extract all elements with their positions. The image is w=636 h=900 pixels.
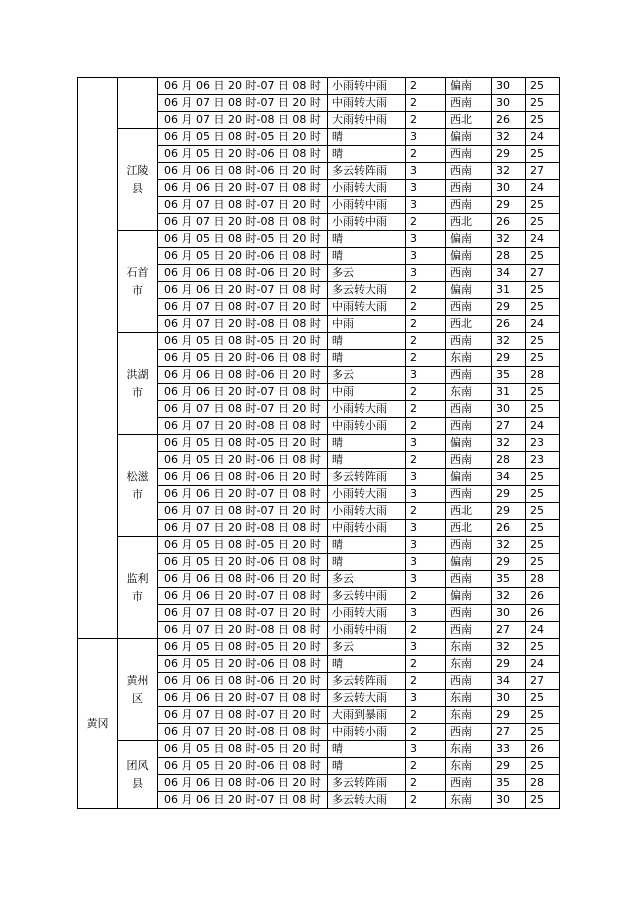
- wind-direction-cell: 西南: [446, 367, 492, 384]
- wind-direction-cell: 偏南: [446, 231, 492, 248]
- weather-cell: 多云: [328, 639, 406, 656]
- time-period-cell: 06 月 07 日 20 时-08 日 08 时: [158, 520, 328, 537]
- high-temp-cell: 29: [492, 486, 526, 503]
- low-temp-cell: 25: [526, 639, 560, 656]
- time-period-cell: 06 月 07 日 08 时-07 日 20 时: [158, 707, 328, 724]
- time-period-cell: 06 月 07 日 08 时-07 日 20 时: [158, 197, 328, 214]
- low-temp-cell: 27: [526, 265, 560, 282]
- low-temp-cell: 25: [526, 758, 560, 775]
- weather-cell: 多云: [328, 571, 406, 588]
- county-cell: 黄州区: [118, 639, 158, 741]
- low-temp-cell: 25: [526, 690, 560, 707]
- low-temp-cell: 25: [526, 214, 560, 231]
- wind-level-cell: 3: [406, 690, 446, 707]
- wind-level-cell: 2: [406, 622, 446, 639]
- wind-level-cell: 3: [406, 741, 446, 758]
- wind-level-cell: 2: [406, 758, 446, 775]
- high-temp-cell: 30: [492, 78, 526, 95]
- low-temp-cell: 24: [526, 231, 560, 248]
- time-period-cell: 06 月 07 日 20 时-08 日 08 时: [158, 622, 328, 639]
- high-temp-cell: 29: [492, 503, 526, 520]
- time-period-cell: 06 月 05 日 08 时-05 日 20 时: [158, 231, 328, 248]
- high-temp-cell: 33: [492, 741, 526, 758]
- wind-level-cell: 2: [406, 707, 446, 724]
- table-row: [78, 78, 560, 95]
- wind-direction-cell: 东南: [446, 792, 492, 809]
- weather-cell: 中雨转小雨: [328, 418, 406, 435]
- time-period-cell: 06 月 05 日 20 时-06 日 08 时: [158, 656, 328, 673]
- time-period-cell: 06 月 05 日 08 时-05 日 20 时: [158, 639, 328, 656]
- wind-level-cell: 2: [406, 333, 446, 350]
- wind-direction-cell: 西南: [446, 418, 492, 435]
- time-period-cell: 06 月 07 日 08 时-07 日 20 时: [158, 299, 328, 316]
- low-temp-cell: 24: [526, 180, 560, 197]
- low-temp-cell: 25: [526, 112, 560, 129]
- high-temp-cell: 32: [492, 639, 526, 656]
- wind-direction-cell: 西南: [446, 622, 492, 639]
- table-row: [78, 537, 560, 554]
- weather-cell: 晴: [328, 435, 406, 452]
- weather-cell: 多云转中雨: [328, 588, 406, 605]
- county-cell: 监利市: [118, 537, 158, 639]
- wind-level-cell: 2: [406, 350, 446, 367]
- weather-cell: 大雨到暴雨: [328, 707, 406, 724]
- time-period-cell: 06 月 06 日 20 时-07 日 08 时: [158, 384, 328, 401]
- wind-direction-cell: 西南: [446, 299, 492, 316]
- weather-cell: 晴: [328, 537, 406, 554]
- high-temp-cell: 29: [492, 758, 526, 775]
- low-temp-cell: 25: [526, 503, 560, 520]
- weather-cell: 小雨转中雨: [328, 78, 406, 95]
- wind-direction-cell: 西南: [446, 605, 492, 622]
- weather-cell: 多云: [328, 367, 406, 384]
- table-row: [78, 741, 560, 758]
- high-temp-cell: 30: [492, 792, 526, 809]
- high-temp-cell: 34: [492, 673, 526, 690]
- low-temp-cell: 25: [526, 520, 560, 537]
- wind-direction-cell: 东南: [446, 690, 492, 707]
- weather-cell: 小雨转中雨: [328, 214, 406, 231]
- time-period-cell: 06 月 07 日 20 时-08 日 08 时: [158, 214, 328, 231]
- high-temp-cell: 32: [492, 333, 526, 350]
- wind-level-cell: 2: [406, 792, 446, 809]
- high-temp-cell: 26: [492, 214, 526, 231]
- weather-cell: 大雨转中雨: [328, 112, 406, 129]
- table-row: [78, 639, 560, 656]
- wind-level-cell: 2: [406, 401, 446, 418]
- wind-direction-cell: 偏南: [446, 469, 492, 486]
- high-temp-cell: 30: [492, 401, 526, 418]
- wind-level-cell: 3: [406, 197, 446, 214]
- high-temp-cell: 26: [492, 112, 526, 129]
- weather-cell: 晴: [328, 146, 406, 163]
- wind-level-cell: 2: [406, 503, 446, 520]
- wind-level-cell: 2: [406, 95, 446, 112]
- low-temp-cell: 28: [526, 367, 560, 384]
- wind-direction-cell: 西南: [446, 571, 492, 588]
- low-temp-cell: 25: [526, 282, 560, 299]
- time-period-cell: 06 月 06 日 08 时-06 日 20 时: [158, 469, 328, 486]
- high-temp-cell: 29: [492, 554, 526, 571]
- wind-level-cell: 2: [406, 656, 446, 673]
- weather-cell: 晴: [328, 758, 406, 775]
- high-temp-cell: 32: [492, 231, 526, 248]
- wind-level-cell: 2: [406, 316, 446, 333]
- wind-direction-cell: 西南: [446, 265, 492, 282]
- time-period-cell: 06 月 05 日 08 时-05 日 20 时: [158, 537, 328, 554]
- weather-cell: 多云转大雨: [328, 792, 406, 809]
- time-period-cell: 06 月 05 日 20 时-06 日 08 时: [158, 452, 328, 469]
- wind-direction-cell: 西南: [446, 537, 492, 554]
- high-temp-cell: 35: [492, 367, 526, 384]
- low-temp-cell: 24: [526, 316, 560, 333]
- weather-cell: 中雨转小雨: [328, 520, 406, 537]
- county-cell: 团风县: [118, 741, 158, 809]
- high-temp-cell: 29: [492, 350, 526, 367]
- wind-level-cell: 2: [406, 588, 446, 605]
- low-temp-cell: 25: [526, 724, 560, 741]
- high-temp-cell: 29: [492, 197, 526, 214]
- high-temp-cell: 28: [492, 452, 526, 469]
- time-period-cell: 06 月 05 日 20 时-06 日 08 时: [158, 248, 328, 265]
- wind-direction-cell: 东南: [446, 741, 492, 758]
- wind-level-cell: 2: [406, 673, 446, 690]
- wind-direction-cell: 西南: [446, 180, 492, 197]
- wind-level-cell: 3: [406, 605, 446, 622]
- wind-direction-cell: 西南: [446, 401, 492, 418]
- high-temp-cell: 27: [492, 724, 526, 741]
- weather-cell: 多云转阵雨: [328, 163, 406, 180]
- wind-direction-cell: 西南: [446, 724, 492, 741]
- weather-cell: 多云: [328, 265, 406, 282]
- wind-direction-cell: 西北: [446, 503, 492, 520]
- high-temp-cell: 30: [492, 180, 526, 197]
- county-cell: [118, 78, 158, 129]
- time-period-cell: 06 月 07 日 20 时-08 日 08 时: [158, 418, 328, 435]
- wind-level-cell: 3: [406, 163, 446, 180]
- high-temp-cell: 31: [492, 282, 526, 299]
- weather-cell: 中雨: [328, 316, 406, 333]
- wind-direction-cell: 西南: [446, 452, 492, 469]
- wind-direction-cell: 西南: [446, 333, 492, 350]
- wind-direction-cell: 西南: [446, 486, 492, 503]
- low-temp-cell: 24: [526, 418, 560, 435]
- weather-cell: 中雨转小雨: [328, 724, 406, 741]
- wind-direction-cell: 东南: [446, 350, 492, 367]
- low-temp-cell: 25: [526, 146, 560, 163]
- wind-level-cell: 3: [406, 469, 446, 486]
- weather-cell: 中雨转大雨: [328, 95, 406, 112]
- low-temp-cell: 25: [526, 95, 560, 112]
- wind-level-cell: 2: [406, 775, 446, 792]
- wind-level-cell: 2: [406, 418, 446, 435]
- weather-cell: 晴: [328, 554, 406, 571]
- wind-level-cell: 2: [406, 299, 446, 316]
- weather-cell: 小雨转大雨: [328, 401, 406, 418]
- wind-direction-cell: 偏南: [446, 554, 492, 571]
- wind-level-cell: 3: [406, 435, 446, 452]
- low-temp-cell: 25: [526, 78, 560, 95]
- wind-direction-cell: 西南: [446, 146, 492, 163]
- wind-direction-cell: 东南: [446, 639, 492, 656]
- high-temp-cell: 30: [492, 690, 526, 707]
- wind-level-cell: 3: [406, 537, 446, 554]
- high-temp-cell: 27: [492, 622, 526, 639]
- wind-level-cell: 2: [406, 452, 446, 469]
- time-period-cell: 06 月 05 日 20 时-06 日 08 时: [158, 350, 328, 367]
- low-temp-cell: 26: [526, 588, 560, 605]
- time-period-cell: 06 月 05 日 20 时-06 日 08 时: [158, 146, 328, 163]
- wind-direction-cell: 西北: [446, 520, 492, 537]
- high-temp-cell: 34: [492, 265, 526, 282]
- weather-cell: 小雨转大雨: [328, 503, 406, 520]
- weather-cell: 晴: [328, 452, 406, 469]
- low-temp-cell: 24: [526, 129, 560, 146]
- wind-level-cell: 3: [406, 554, 446, 571]
- wind-level-cell: 3: [406, 367, 446, 384]
- weather-cell: 中雨: [328, 384, 406, 401]
- high-temp-cell: 30: [492, 605, 526, 622]
- wind-level-cell: 3: [406, 265, 446, 282]
- wind-direction-cell: 偏南: [446, 282, 492, 299]
- high-temp-cell: 29: [492, 146, 526, 163]
- wind-level-cell: 2: [406, 724, 446, 741]
- low-temp-cell: 25: [526, 469, 560, 486]
- time-period-cell: 06 月 06 日 20 时-07 日 08 时: [158, 792, 328, 809]
- weather-cell: 小雨转大雨: [328, 486, 406, 503]
- low-temp-cell: 27: [526, 163, 560, 180]
- county-cell: 石首市: [118, 231, 158, 333]
- high-temp-cell: 28: [492, 248, 526, 265]
- weather-cell: 晴: [328, 129, 406, 146]
- weather-cell: 小雨转中雨: [328, 197, 406, 214]
- wind-direction-cell: 偏南: [446, 435, 492, 452]
- high-temp-cell: 32: [492, 163, 526, 180]
- weather-cell: 晴: [328, 350, 406, 367]
- table-row: [78, 129, 560, 146]
- wind-level-cell: 2: [406, 214, 446, 231]
- weather-cell: 多云转阵雨: [328, 469, 406, 486]
- wind-direction-cell: 西南: [446, 95, 492, 112]
- weather-cell: 中雨转大雨: [328, 299, 406, 316]
- weather-cell: 多云转大雨: [328, 690, 406, 707]
- time-period-cell: 06 月 06 日 08 时-06 日 20 时: [158, 265, 328, 282]
- wind-level-cell: 3: [406, 129, 446, 146]
- low-temp-cell: 25: [526, 486, 560, 503]
- table-row: [78, 435, 560, 452]
- weather-cell: 晴: [328, 248, 406, 265]
- low-temp-cell: 25: [526, 401, 560, 418]
- low-temp-cell: 25: [526, 248, 560, 265]
- wind-direction-cell: 西北: [446, 316, 492, 333]
- wind-direction-cell: 西南: [446, 775, 492, 792]
- low-temp-cell: 24: [526, 622, 560, 639]
- wind-level-cell: 3: [406, 231, 446, 248]
- low-temp-cell: 25: [526, 384, 560, 401]
- wind-level-cell: 3: [406, 520, 446, 537]
- time-period-cell: 06 月 06 日 20 时-07 日 08 时: [158, 180, 328, 197]
- wind-direction-cell: 偏南: [446, 248, 492, 265]
- time-period-cell: 06 月 06 日 08 时-06 日 20 时: [158, 571, 328, 588]
- low-temp-cell: 25: [526, 707, 560, 724]
- wind-level-cell: 3: [406, 248, 446, 265]
- weather-cell: 多云转阵雨: [328, 775, 406, 792]
- low-temp-cell: 24: [526, 656, 560, 673]
- high-temp-cell: 32: [492, 588, 526, 605]
- high-temp-cell: 35: [492, 775, 526, 792]
- wind-direction-cell: 西北: [446, 214, 492, 231]
- low-temp-cell: 27: [526, 673, 560, 690]
- time-period-cell: 06 月 06 日 20 时-07 日 08 时: [158, 690, 328, 707]
- wind-level-cell: 2: [406, 112, 446, 129]
- weather-cell: 多云转大雨: [328, 282, 406, 299]
- high-temp-cell: 31: [492, 384, 526, 401]
- forecast-table: [77, 77, 560, 809]
- wind-direction-cell: 西南: [446, 673, 492, 690]
- low-temp-cell: 25: [526, 792, 560, 809]
- high-temp-cell: 26: [492, 316, 526, 333]
- time-period-cell: 06 月 07 日 08 时-07 日 20 时: [158, 503, 328, 520]
- wind-level-cell: 2: [406, 78, 446, 95]
- wind-direction-cell: 偏南: [446, 78, 492, 95]
- time-period-cell: 06 月 07 日 08 时-07 日 20 时: [158, 401, 328, 418]
- weather-cell: 多云转阵雨: [328, 673, 406, 690]
- high-temp-cell: 34: [492, 469, 526, 486]
- county-cell: 松滋市: [118, 435, 158, 537]
- time-period-cell: 06 月 05 日 08 时-05 日 20 时: [158, 333, 328, 350]
- wind-direction-cell: 东南: [446, 758, 492, 775]
- low-temp-cell: 25: [526, 299, 560, 316]
- time-period-cell: 06 月 07 日 08 时-07 日 20 时: [158, 605, 328, 622]
- county-cell: 洪湖市: [118, 333, 158, 435]
- table-row: [78, 333, 560, 350]
- time-period-cell: 06 月 05 日 20 时-06 日 08 时: [158, 554, 328, 571]
- wind-level-cell: 2: [406, 282, 446, 299]
- high-temp-cell: 29: [492, 707, 526, 724]
- wind-direction-cell: 东南: [446, 656, 492, 673]
- time-period-cell: 06 月 07 日 20 时-08 日 08 时: [158, 112, 328, 129]
- weather-cell: 晴: [328, 333, 406, 350]
- high-temp-cell: 35: [492, 571, 526, 588]
- high-temp-cell: 32: [492, 537, 526, 554]
- weather-cell: 小雨转大雨: [328, 180, 406, 197]
- time-period-cell: 06 月 05 日 20 时-06 日 08 时: [158, 758, 328, 775]
- time-period-cell: 06 月 06 日 08 时-06 日 20 时: [158, 775, 328, 792]
- weather-cell: 晴: [328, 656, 406, 673]
- time-period-cell: 06 月 07 日 08 时-07 日 20 时: [158, 95, 328, 112]
- low-temp-cell: 23: [526, 452, 560, 469]
- wind-level-cell: 3: [406, 180, 446, 197]
- time-period-cell: 06 月 06 日 20 时-07 日 08 时: [158, 78, 328, 95]
- time-period-cell: 06 月 06 日 08 时-06 日 20 时: [158, 163, 328, 180]
- high-temp-cell: 29: [492, 656, 526, 673]
- region-cell: [78, 78, 118, 639]
- time-period-cell: 06 月 06 日 08 时-06 日 20 时: [158, 367, 328, 384]
- wind-level-cell: 2: [406, 146, 446, 163]
- low-temp-cell: 23: [526, 435, 560, 452]
- high-temp-cell: 26: [492, 520, 526, 537]
- wind-direction-cell: 东南: [446, 707, 492, 724]
- low-temp-cell: 25: [526, 197, 560, 214]
- low-temp-cell: 25: [526, 554, 560, 571]
- weather-cell: 晴: [328, 741, 406, 758]
- high-temp-cell: 27: [492, 418, 526, 435]
- wind-direction-cell: 西北: [446, 112, 492, 129]
- low-temp-cell: 26: [526, 605, 560, 622]
- time-period-cell: 06 月 05 日 08 时-05 日 20 时: [158, 129, 328, 146]
- wind-level-cell: 3: [406, 639, 446, 656]
- low-temp-cell: 25: [526, 350, 560, 367]
- weather-cell: 小雨转大雨: [328, 605, 406, 622]
- time-period-cell: 06 月 06 日 20 时-07 日 08 时: [158, 588, 328, 605]
- wind-level-cell: 3: [406, 571, 446, 588]
- time-period-cell: 06 月 06 日 20 时-07 日 08 时: [158, 282, 328, 299]
- low-temp-cell: 28: [526, 775, 560, 792]
- time-period-cell: 06 月 05 日 08 时-05 日 20 时: [158, 741, 328, 758]
- wind-direction-cell: 西南: [446, 163, 492, 180]
- region-cell: 黄冈: [78, 639, 118, 809]
- weather-cell: 晴: [328, 231, 406, 248]
- high-temp-cell: 29: [492, 299, 526, 316]
- low-temp-cell: 25: [526, 537, 560, 554]
- weather-cell: 小雨转中雨: [328, 622, 406, 639]
- table-row: [78, 231, 560, 248]
- forecast-table-body: [78, 78, 560, 809]
- high-temp-cell: 32: [492, 435, 526, 452]
- time-period-cell: 06 月 06 日 20 时-07 日 08 时: [158, 486, 328, 503]
- wind-direction-cell: 偏南: [446, 588, 492, 605]
- county-cell: 江陵县: [118, 129, 158, 231]
- low-temp-cell: 26: [526, 741, 560, 758]
- wind-direction-cell: 偏南: [446, 129, 492, 146]
- wind-direction-cell: 西南: [446, 197, 492, 214]
- wind-level-cell: 3: [406, 486, 446, 503]
- low-temp-cell: 25: [526, 333, 560, 350]
- high-temp-cell: 30: [492, 95, 526, 112]
- wind-level-cell: 2: [406, 384, 446, 401]
- time-period-cell: 06 月 07 日 20 时-08 日 08 时: [158, 724, 328, 741]
- time-period-cell: 06 月 07 日 20 时-08 日 08 时: [158, 316, 328, 333]
- time-period-cell: 06 月 05 日 08 时-05 日 20 时: [158, 435, 328, 452]
- wind-direction-cell: 东南: [446, 384, 492, 401]
- time-period-cell: 06 月 06 日 08 时-06 日 20 时: [158, 673, 328, 690]
- high-temp-cell: 32: [492, 129, 526, 146]
- low-temp-cell: 28: [526, 571, 560, 588]
